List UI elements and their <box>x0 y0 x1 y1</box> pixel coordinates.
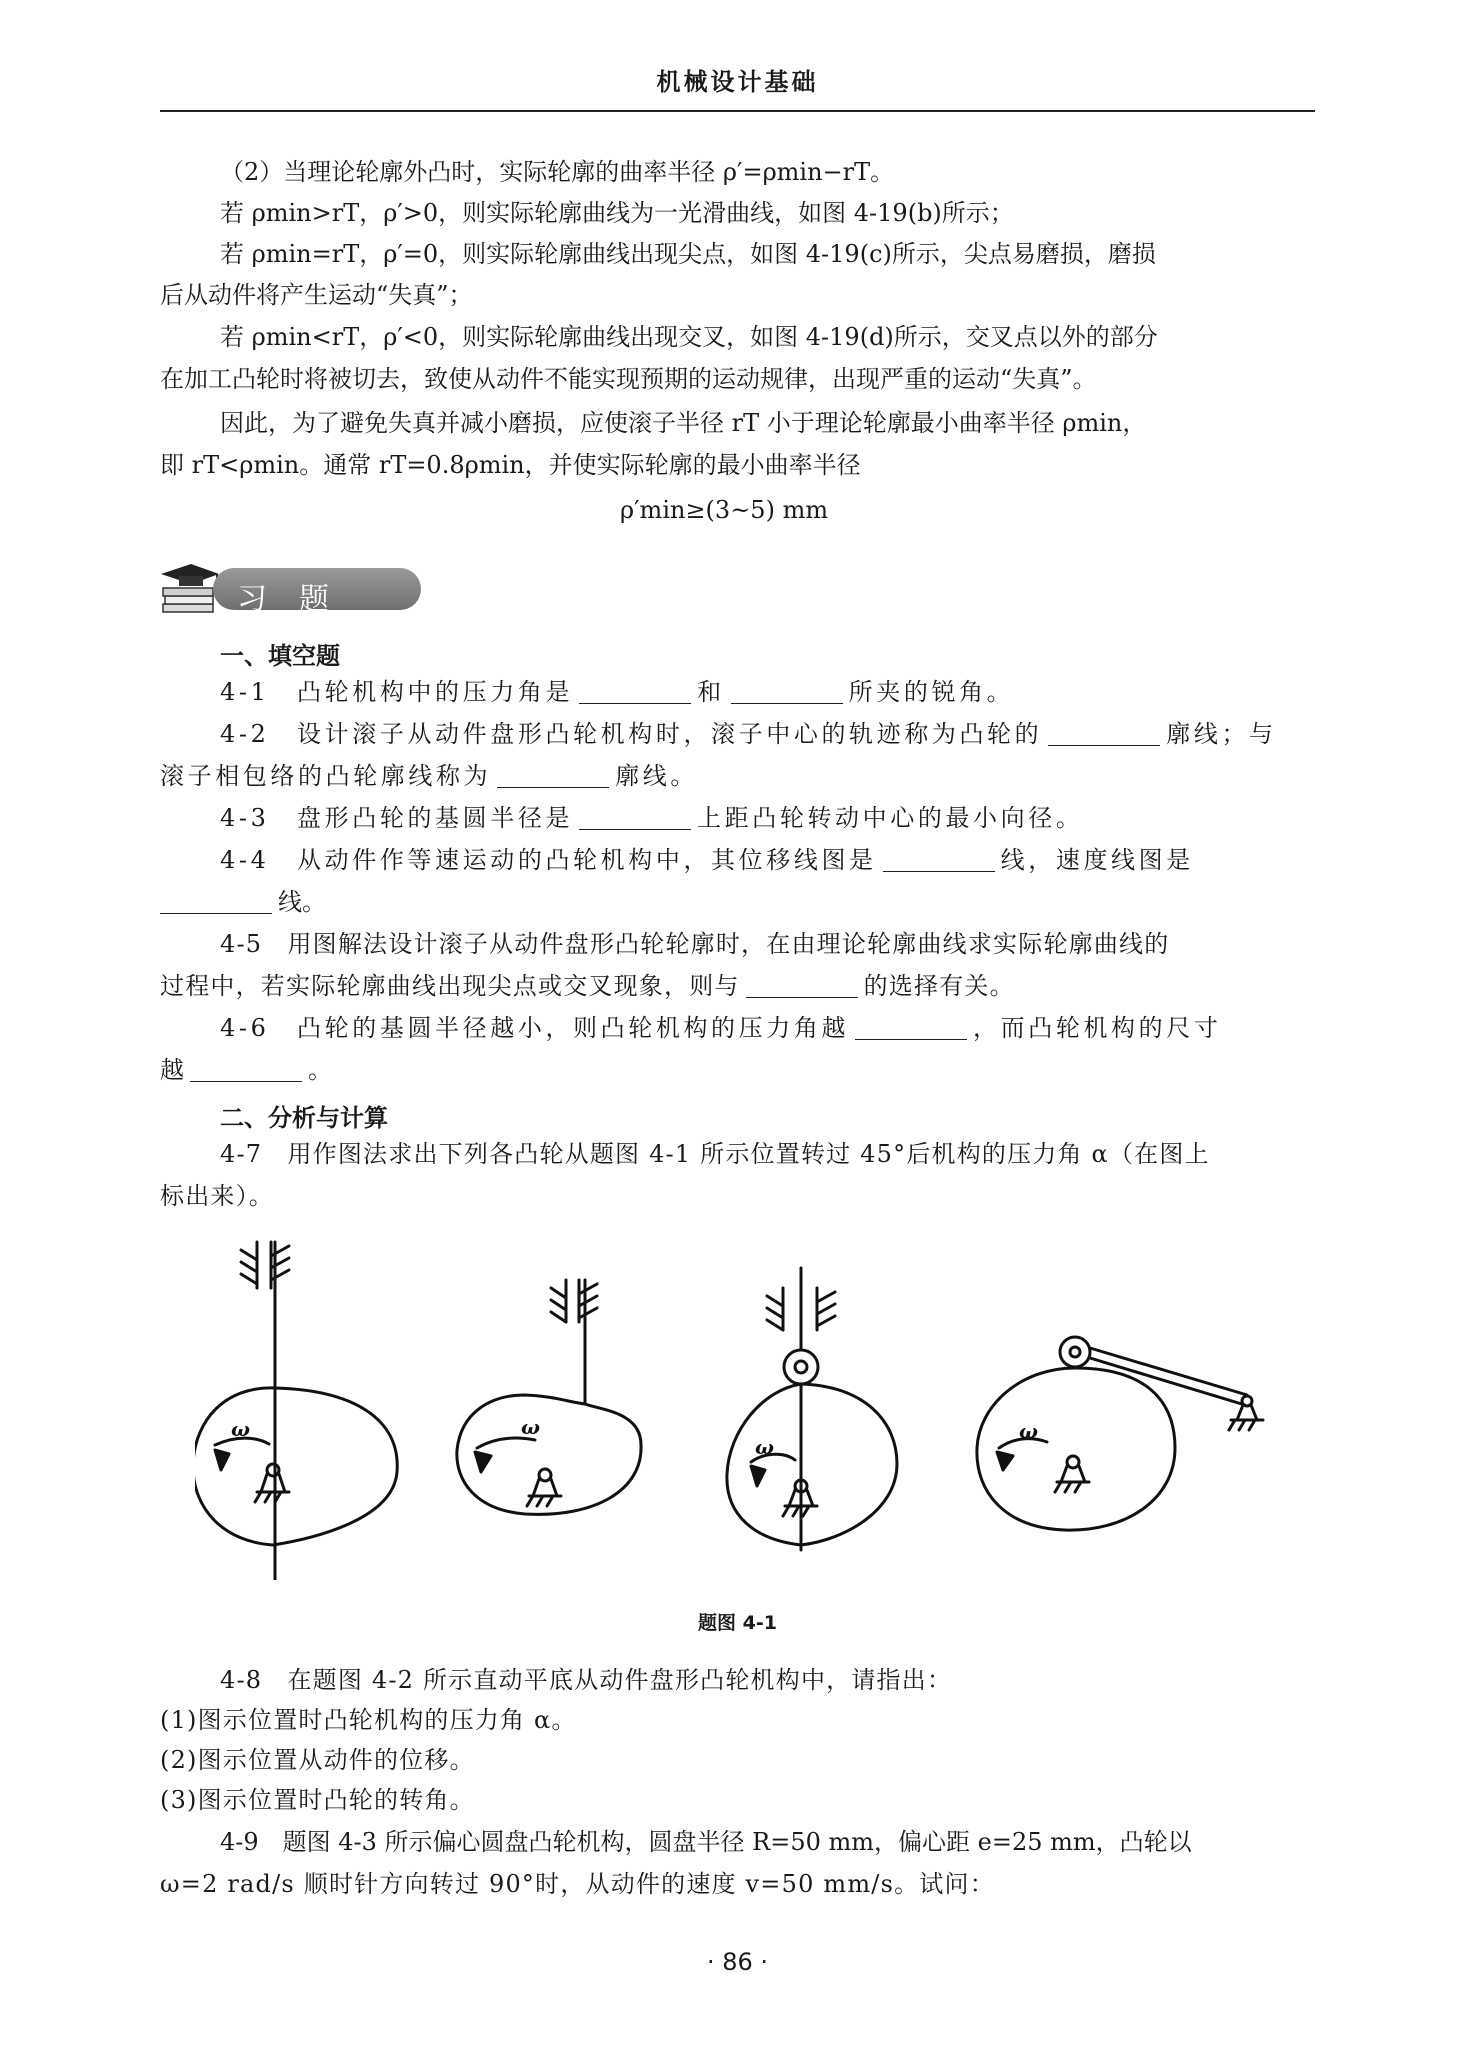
question-4-4-cont: 线。 <box>160 888 1318 916</box>
cam-diagram-b <box>457 1280 641 1514</box>
paragraph-case-greater: 若 ρmin>rT，ρ′>0，则实际轮廓曲线为一光滑曲线，如图 4-19(b)所示； <box>220 199 1014 227</box>
cam-diagram-a <box>195 1242 397 1580</box>
answer-blank[interactable] <box>746 975 858 998</box>
question-4-5-cont: 过程中，若实际轮廓曲线出现尖点或交叉现象，则与 的选择有关。 <box>160 972 1015 1000</box>
answer-blank[interactable] <box>160 891 272 914</box>
paragraph-case-equal: 若 ρmin=rT，ρ′=0，则实际轮廓曲线出现尖点，如图 4-19(c)所示，尖点易磨损，磨损 <box>220 240 1156 268</box>
question-4-8-item-1: (1)图示位置时凸轮机构的压力角 α。 <box>160 1706 577 1734</box>
question-4-5: 4-5 用图解法设计滚子从动件盘形凸轮轮廓时，在由理论轮廓曲线求实际轮廓曲线的 <box>220 930 1170 958</box>
answer-blank[interactable] <box>579 681 691 704</box>
paragraph-conclusion: 因此，为了避免失真并减小磨损，应使滚子半径 rT 小于理论轮廓最小曲率半径 ρmin， <box>220 409 1147 437</box>
header-divider <box>160 110 1315 112</box>
paragraph-conclusion-cont: 即 rT<ρmin。通常 rT=0.8ρmin，并使实际轮廓的最小曲率半径 <box>160 451 861 479</box>
question-4-9: 4-9 题图 4-3 所示偏心圆盘凸轮机构，圆盘半径 R=50 mm，偏心距 e=25 mm，凸轮以 <box>220 1828 1192 1856</box>
answer-blank[interactable] <box>731 681 843 704</box>
question-4-7: 4-7 用作图法求出下列各凸轮从题图 4-1 所示位置转过 45°后机构的压力角 α（在图上 <box>220 1140 1210 1168</box>
running-header: 机械设计基础 <box>656 68 819 96</box>
question-4-3: 4-3 盘形凸轮的基圆半径是 上距凸轮转动中心的最小向径。 <box>220 804 1084 832</box>
section-analysis: 二、分析与计算 <box>220 1104 388 1132</box>
omega-label-c: ω <box>755 1435 775 1459</box>
question-4-6: 4-6 凸轮的基圆半径越小，则凸轮机构的压力角越 ，而凸轮机构的尺寸 <box>220 1014 1222 1042</box>
graduation-cap-icon <box>157 560 221 620</box>
question-4-4: 4-4 从动件作等速运动的凸轮机构中，其位移线图是 线，速度线图是 <box>220 846 1194 874</box>
question-4-9-cont: ω=2 rad/s 顺时针方向转过 90°时，从动件的速度 v=50 mm/s。试问： <box>160 1870 995 1898</box>
question-4-8-item-3: (3)图示位置时凸轮的转角。 <box>160 1786 475 1814</box>
question-4-8-item-2: (2)图示位置从动件的位移。 <box>160 1746 475 1774</box>
answer-blank[interactable] <box>1048 723 1160 746</box>
answer-blank[interactable] <box>883 849 995 872</box>
question-4-1: 4-1 凸轮机构中的压力角是 和 所夹的锐角。 <box>220 678 1015 706</box>
answer-blank[interactable] <box>855 1017 967 1040</box>
cam-diagram-c <box>727 1268 897 1550</box>
question-4-2: 4-2 设计滚子从动件盘形凸轮机构时，滚子中心的轨迹称为凸轮的 廓线；与 <box>220 720 1277 748</box>
question-4-7-cont: 标出来）。 <box>160 1182 274 1210</box>
formula-min-radius: ρ′min≥(3~5) mm <box>620 496 829 524</box>
cam-mechanisms-figure <box>195 1240 1275 1580</box>
section-fill-blank: 一、填空题 <box>220 642 340 670</box>
answer-blank[interactable] <box>497 765 609 788</box>
question-4-6-cont: 越 。 <box>160 1056 332 1084</box>
exercise-banner <box>157 560 425 617</box>
paragraph-case-equal-cont: 后从动件将产生运动“失真”； <box>160 281 473 309</box>
question-4-8: 4-8 在题图 4-2 所示直动平底从动件盘形凸轮机构中，请指出： <box>220 1666 953 1694</box>
question-4-2-cont: 滚子相包络的凸轮廓线称为 廓线。 <box>160 762 699 790</box>
figure-caption: 题图 4-1 <box>698 1612 777 1634</box>
answer-blank[interactable] <box>190 1059 302 1082</box>
omega-label-d: ω <box>1019 1419 1039 1443</box>
page-number: · 86 · <box>706 1948 769 1976</box>
paragraph-case-less: 若 ρmin<rT，ρ′<0，则实际轮廓曲线出现交叉，如图 4-19(d)所示，交叉点以外的部分 <box>220 323 1158 351</box>
answer-blank[interactable] <box>579 807 691 830</box>
paragraph-convex-case: （2）当理论轮廓外凸时，实际轮廓的曲率半径 ρ′=ρmin−rT。 <box>220 158 895 186</box>
paragraph-case-less-cont: 在加工凸轮时将被切去，致使从动件不能实现预期的运动规律，出现严重的运动“失真”。 <box>160 365 1097 393</box>
banner-title: 习题 <box>237 582 361 617</box>
omega-label-b: ω <box>521 1415 541 1439</box>
omega-label-a: ω <box>231 1417 251 1441</box>
